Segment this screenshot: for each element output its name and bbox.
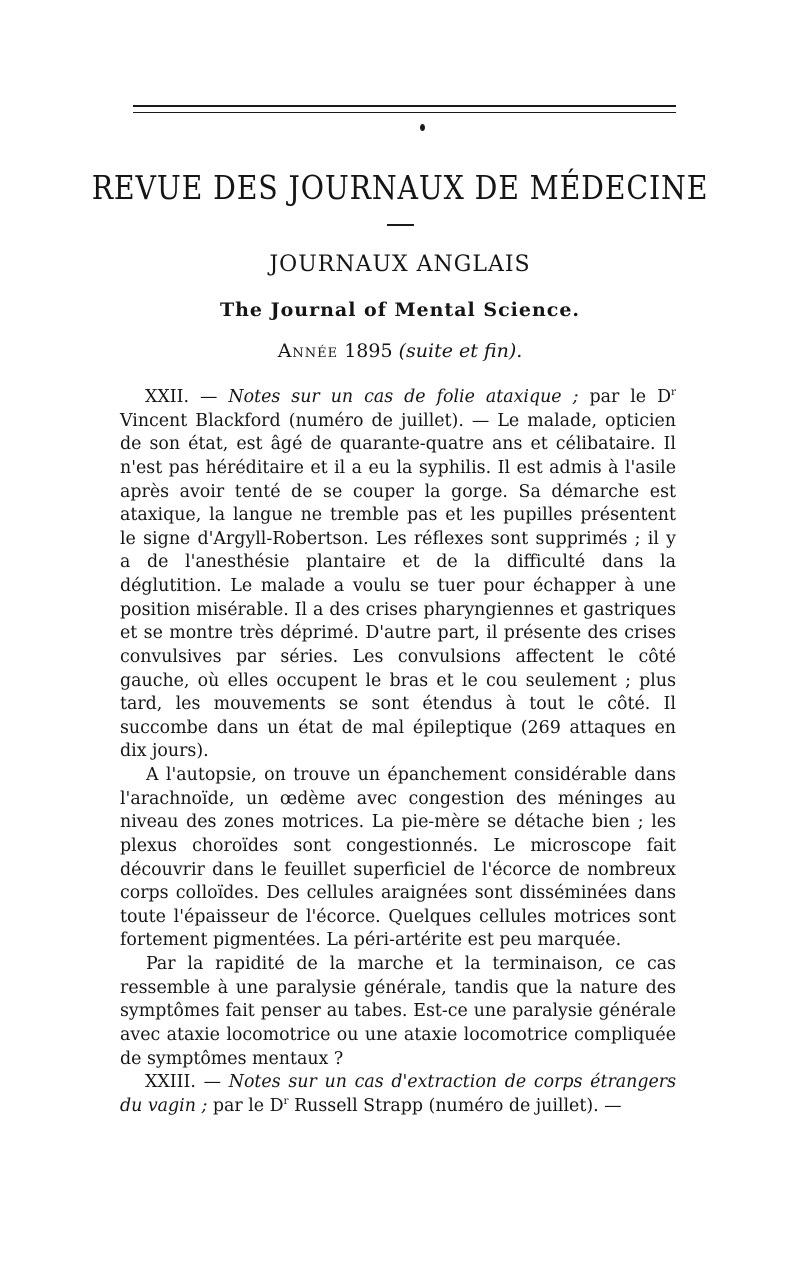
article-22-number: XXII. — — [145, 387, 218, 407]
article-22-paragraph-3: Par la rapidité de la marche et la terminaison, ce cas ressemble à une paralysie générale, tandis que la nature des symptômes fait penser au tabes. Est-ce une paralysie générale avec ataxie locomotrice ou une ataxie locomotrice compliquée de symptômes mentaux ? — [120, 954, 676, 1069]
year-line — [0, 340, 800, 362]
journal-name: The Journal of Mental Science. — [219, 299, 581, 321]
article-23-by: par le D — [212, 1095, 284, 1116]
article-22-by: par le D — [589, 387, 672, 407]
ornament-dot — [420, 124, 425, 131]
year-value: 1895 — [344, 340, 393, 362]
article-22-paragraph-2: A l'autopsie, on trouve un épanchement considérable dans l'arachnoïde, un œdème avec congestion des méninges au niveau des zones motrices. La pie-mère se détache bien ; les plexus choroïdes sont congestionnés. Le microscope fait découvrir dans le feuillet superficiel de l'écorce de nombreux corps colloïdes. Des cellules araignées sont disséminées dans toute l'épaisseur de l'écorce. Quelques cellules motrices sont fortement pigmentées. La péri-artérite est peu marquée. — [120, 765, 676, 951]
year-suffix: (suite et fin). — [398, 340, 523, 362]
title-separator — [387, 224, 414, 226]
section-subtitle: JOURNAUX ANGLAIS — [269, 252, 531, 277]
article-22-title: Notes sur un cas de folie ataxique ; — [228, 387, 579, 407]
article-22-paragraph-1 — [120, 386, 676, 764]
article-23-by-sup: r — [283, 1094, 289, 1107]
article-23-paragraph-1 — [120, 1071, 676, 1118]
article-23-number: XXIII. — — [145, 1072, 222, 1093]
article-22-text: Vincent Blackford (numéro de juillet). — Le malade, opticien de son état, est âgé de quarante-quatre ans et célibataire. Il n'est pas héréditaire et il a eu la syphilis. Il est admis à l'asile après avoir tenté de se couper la gorge. Sa démarche est ataxique, la langue ne tremble pas et les pupilles présentent le signe d'Argyll-Robertson. Les réflexes sont supprimés ; il y a de l'anesthésie plantaire et de la difficulté dans la déglutition. Le malade a voulu se tuer pour échapper à une position misérable. Il a des crises pharyngiennes et gastriques et se montre très déprimé. D'autre part, il présente des crises convulsives par séries. Les convulsions affectent le côté gauche, où elles occupent le bras et le cou seulement ; plus tard, les mouvements se sont étendus à tout le côté. Il succombe dans un état de mal épileptique (269 attaques en dix jours). — [120, 410, 676, 762]
page-title: REVUE DES JOURNAUX DE MÉDECINE — [91, 168, 709, 207]
article-body — [120, 386, 676, 1118]
article-23-text: Russell Strapp (numéro de juillet). — — [294, 1095, 622, 1116]
year-prefix: Année — [277, 340, 339, 362]
article-23-title: Notes sur un cas d'extraction de corps étrangers du vagin ; — [120, 1072, 676, 1116]
top-rule-thin — [133, 112, 676, 113]
article-22-by-sup: r — [671, 386, 677, 399]
top-rule-thick — [133, 105, 676, 107]
